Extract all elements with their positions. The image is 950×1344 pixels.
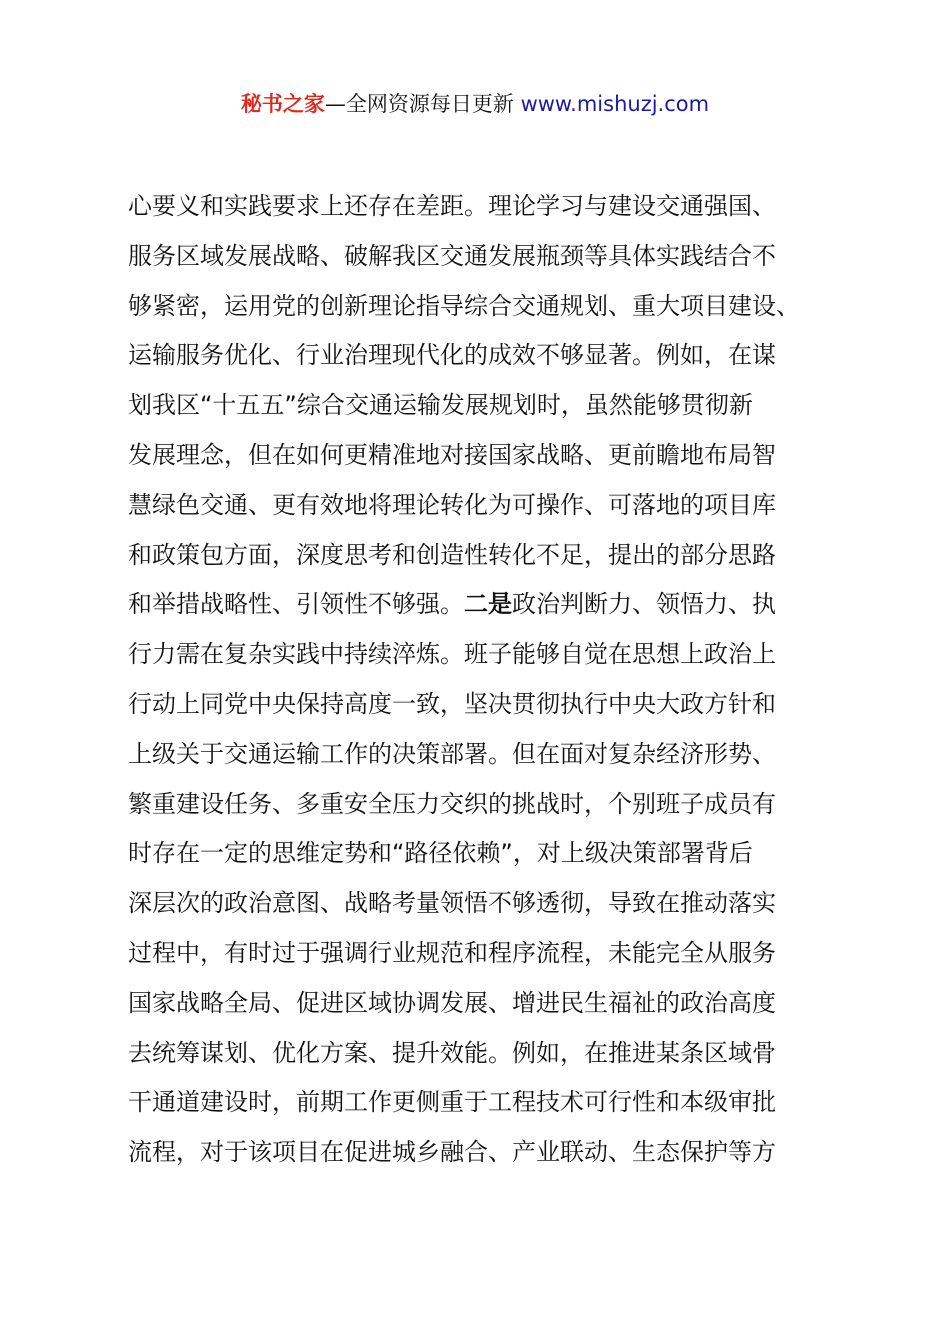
text-line: 心要义和实践要求上还存在差距。理论学习与建设交通强国、 (128, 192, 776, 220)
document-body (128, 182, 848, 1178)
text-line: 运输服务优化、行业治理现代化的成效不够显著。例如，在谋 (128, 341, 776, 370)
bold-lead-phrase: 二是 (464, 590, 512, 619)
text-line: 服务区域发展战略、破解我区交通发展瓶颈等具体实践结合不 (128, 241, 776, 270)
text-line: 慧绿色交通、更有效地将理论转化为可操作、可落地的项目库 (128, 490, 776, 519)
text-line: 行力需在复杂实践中持续淬炼。班子能够自觉在思想上政治上 (128, 640, 776, 669)
text-line: 划我区“十五五”综合交通运输发展规划时，虽然能够贯彻新 (128, 391, 753, 420)
site-header (0, 86, 950, 122)
line-tail: 政治判断力、领悟力、执 (512, 590, 776, 619)
text-line: 和政策包方面，深度思考和创造性转化不足，提出的部分思路 (128, 540, 776, 569)
text-line: 繁重建设任务、多重安全压力交织的挑战时，个别班子成员有 (128, 789, 776, 818)
header-tagline: —全网资源每日更新 (324, 92, 521, 116)
text-line: 过程中，有时过于强调行业规范和程序流程，未能完全从服务 (128, 938, 776, 967)
site-url-link[interactable]: www.mishuzj.com (520, 92, 710, 116)
text-line: 上级关于交通运输工作的决策部署。但在面对复杂经济形势、 (128, 739, 776, 768)
text-line: 去统筹谋划、优化方案、提升效能。例如，在推进某条区域骨 (128, 1038, 776, 1067)
text-line: 国家战略全局、促进区域协调发展、增进民生福祉的政治高度 (128, 988, 776, 1017)
text-line: 够紧密，运用党的创新理论指导综合交通规划、重大项目建设、 (128, 291, 800, 320)
text-line: 深层次的政治意图、战略考量领悟不够透彻，导致在推动落实 (128, 889, 776, 918)
text-line: 流程，对于该项目在促进城乡融合、产业联动、生态保护等方 (128, 1138, 776, 1167)
text-line: 行动上同党中央保持高度一致，坚决贯彻执行中央大政方针和 (128, 689, 776, 718)
brand-name: 秘书之家 (240, 92, 325, 116)
text-line-with-bold-lead (128, 580, 848, 630)
text-line: 发展理念，但在如何更精准地对接国家战略、更前瞻地布局智 (128, 440, 776, 469)
text-line: 干通道建设时，前期工作更侧重于工程技术可行性和本级审批 (128, 1088, 776, 1117)
text-line: 时存在一定的思维定势和“路径依赖”，对上级决策部署背后 (128, 839, 753, 868)
line-start: 和举措战略性、引领性不够强。 (128, 590, 464, 619)
